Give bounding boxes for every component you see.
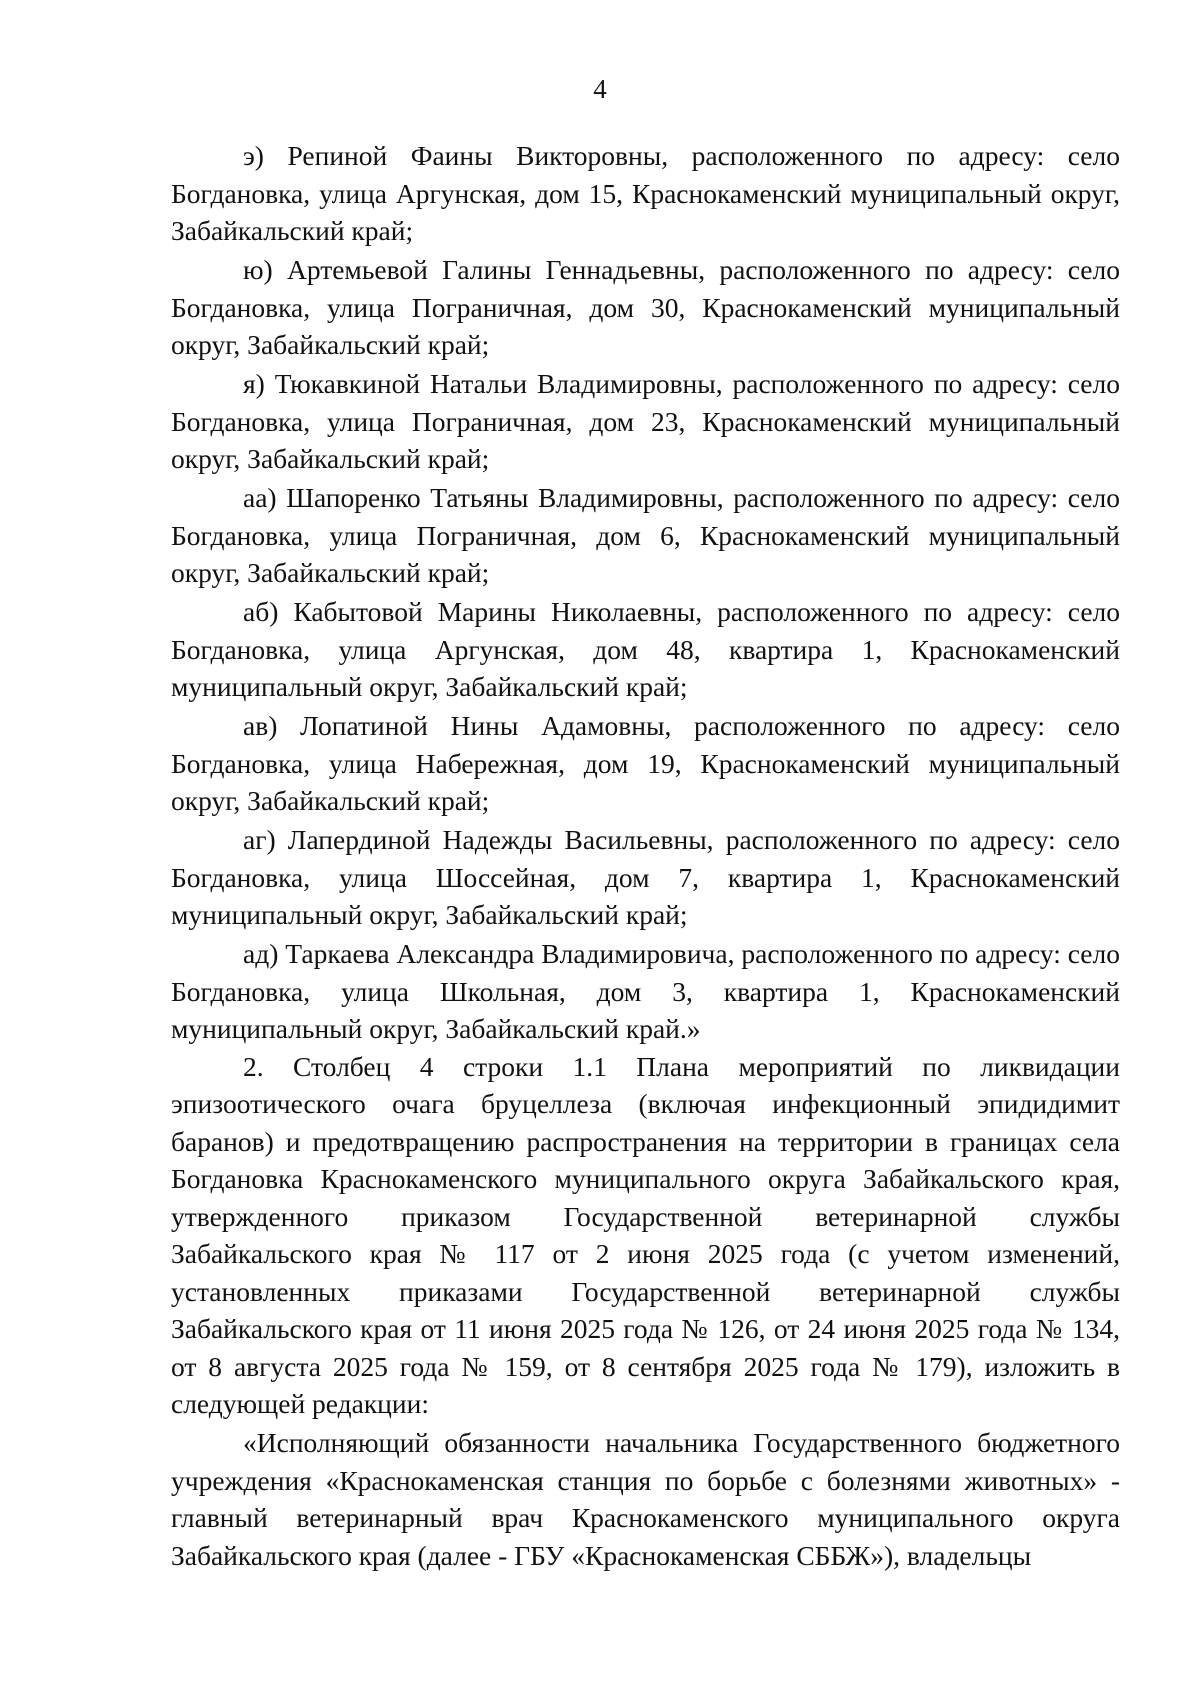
paragraph-new-wording: «Исполняющий обязанности начальника Государственного бюджетного учреждения «Краснокаменская станция по борьбе с болезнями животных» - главный ветеринарный врач Краснокаменского муниципального округа Забайкальского края (далее - ГБУ «Краснокаменская СББЖ»), владельцы [171,1427,1120,1571]
paragraph-section-2: 2. Столбец 4 строки 1.1 Плана мероприятий по ликвидации эпизоотического очага бруцеллеза (включая инфекционный эпидидимит баранов) и предотвращению распространения на территории в границах села Богдановка Краснокаменского муниципального округа Забайкальского края, утвержденного приказом Государственной ветеринарной службы Забайкальского края № 117 от 2 июня 2025 года (с учетом изменений, установленных приказами Государственной ветеринарной службы Забайкальского края от 11 июня 2025 года № 126, от 24 июня 2025 года № 134, от 8 августа 2025 года № 159, от 8 сентября 2025 года № 179), изложить в следующей редакции: [171,1050,1120,1419]
paragraph-item-yu: ю) Артемьевой Галины Геннадьевны, расположенного по адресу: село Богдановка, улица Пограничная, дом 30, Краснокаменский муниципальный округ, Забайкальский край; [171,254,1120,360]
paragraph-item-ya: я) Тюкавкиной Натальи Владимировны, расположенного по адресу: село Богдановка, улица Пограничная, дом 23, Краснокаменский муниципальный округ, Забайкальский край; [171,368,1120,474]
paragraph-item-ab: аб) Кабытовой Марины Николаевны, расположенного по адресу: село Богдановка, улица Аргунская, дом 48, квартира 1, Краснокаменский муниципальный округ, Забайкальский край; [171,596,1120,702]
paragraph-item-av: ав) Лопатиной Нины Адамовны, расположенного по адресу: село Богдановка, улица Набережная, дом 19, Краснокаменский муниципальный округ, Забайкальский край; [171,710,1120,816]
paragraph-item-aa: аа) Шапоренко Татьяны Владимировны, расположенного по адресу: село Богдановка, улица Пограничная, дом 6, Краснокаменский муниципальный округ, Забайкальский край; [171,482,1120,588]
document-body [171,137,1120,1574]
paragraph-item-ag: аг) Лапердиной Надежды Васильевны, расположенного по адресу: село Богдановка, улица Шоссейная, дом 7, квартира 1, Краснокаменский муниципальный округ, Забайкальский край; [171,824,1120,930]
page-number: 4 [593,74,607,104]
paragraph-item-e: э) Репиной Фаины Викторовны, расположенного по адресу: село Богдановка, улица Аргунская, дом 15, Краснокаменский муниципальный округ, Забайкальский край; [171,140,1120,246]
paragraph-item-ad: ад) Таркаева Александра Владимировича, расположенного по адресу: село Богдановка, улица Школьная, дом 3, квартира 1, Краснокаменский муниципальный округ, Забайкальский край.» [171,938,1120,1044]
